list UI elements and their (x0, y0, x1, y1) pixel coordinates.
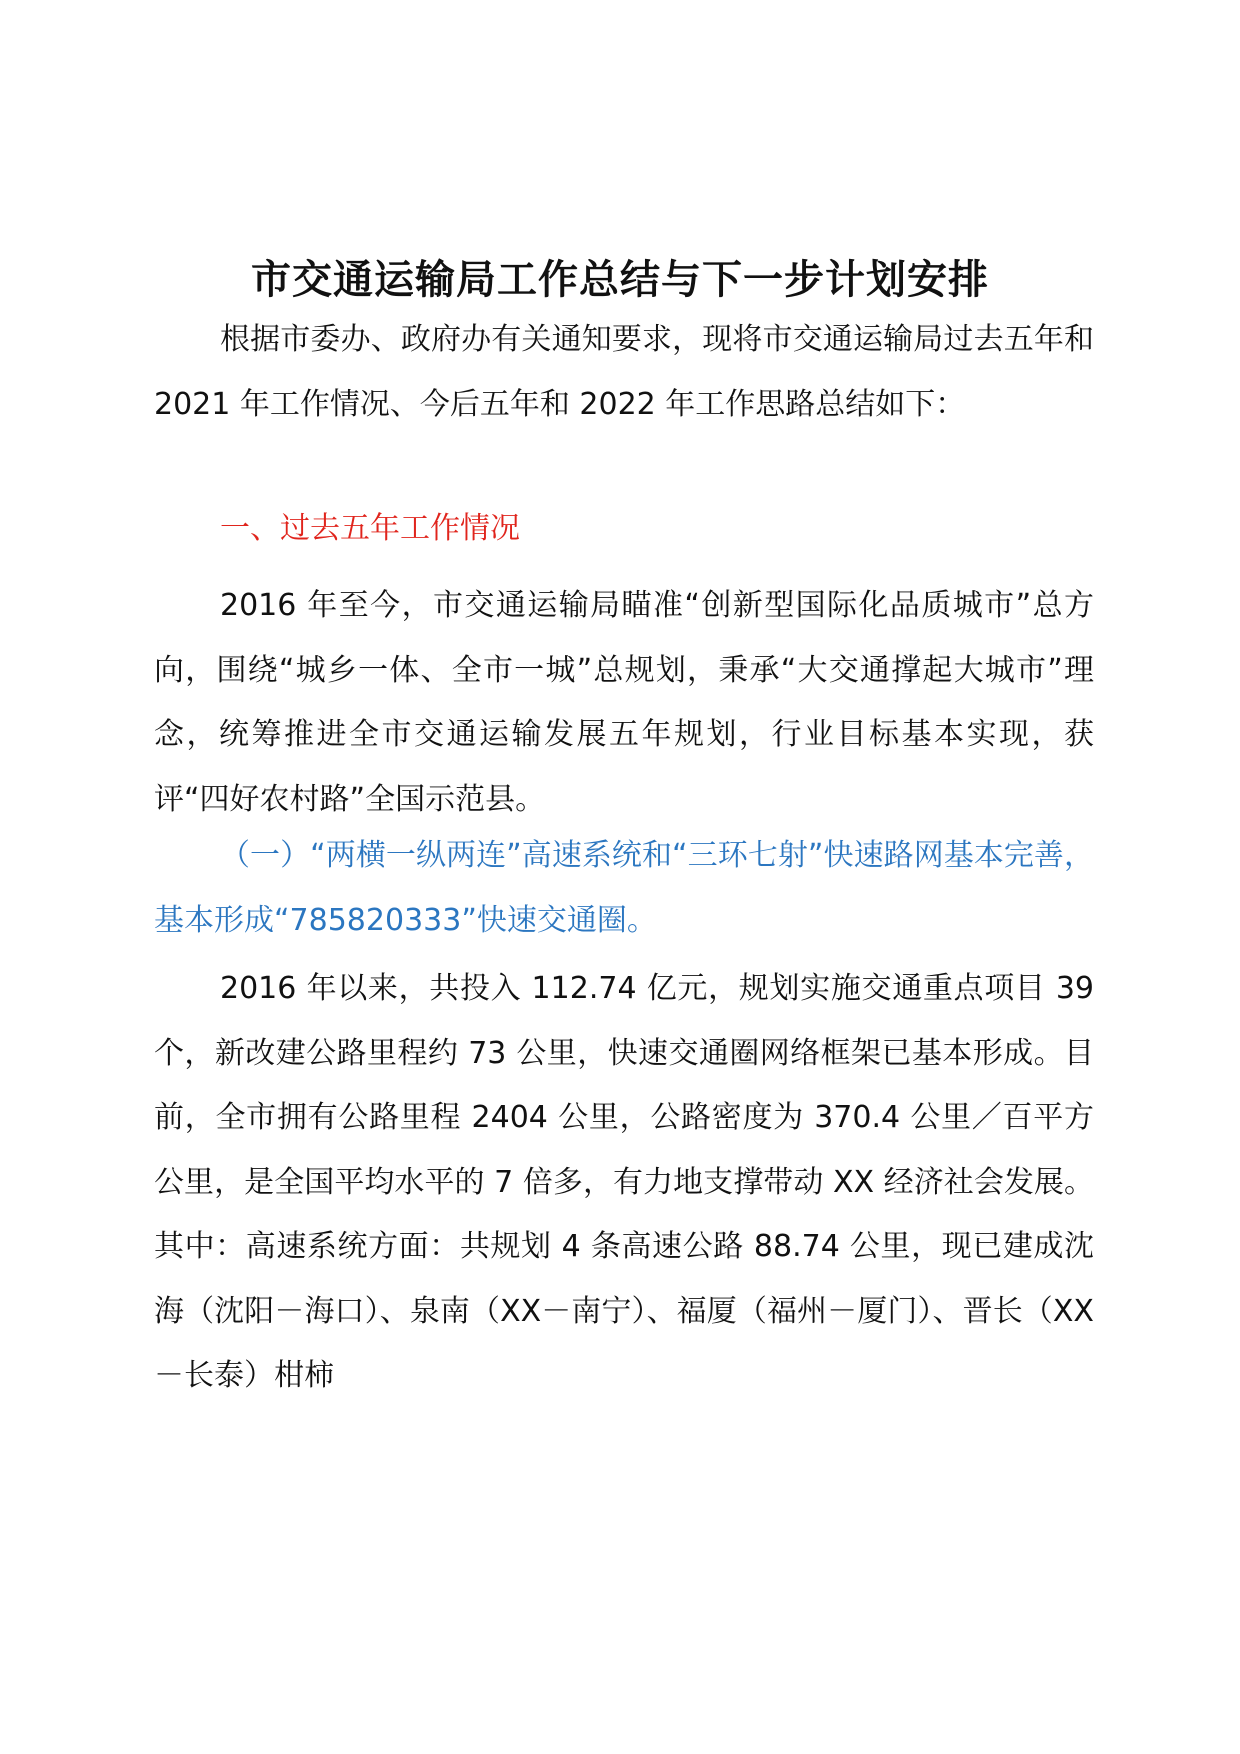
document-title: 市交通运输局工作总结与下一步计划安排 (251, 257, 989, 303)
intro-paragraph: 根据市委办、政府办有关通知要求，现将市交通运输局过去五年和 2021 年工作情况、今后五年和 2022 年工作思路总结如下： (154, 322, 1094, 422)
subsection1-paragraph: 2016 年以来，共投入 112.74 亿元，规划实施交通重点项目 39 个，新改建公路里程约 73 公里，快速交通圈网络框架已基本形成。目前，全市拥有公路里程 2404 公里，公路密度为 370.4 公里／百平方公里，是全国平均水平的 7 倍多，有力地支撑带动 XX 经济社会发展。其中：高速系统方面：共规划 4 条高速公路 88.74 公里，现已建成沈海（沈阳－海口）、泉南（XX－南宁）、福厦（福州－厦门）、晋长（XX－长泰）柑柿 (154, 971, 1094, 1393)
subsection-heading-1: （一）“两横一纵两连”高速系统和“三环七射”快速路网基本完善，基本形成“785820333”快速交通圈。 (154, 838, 1094, 938)
section-heading-1: 一、过去五年工作情况 (220, 511, 520, 546)
section1-paragraph: 2016 年至今，市交通运输局瞄准“创新型国际化品质城市”总方向，围绕“城乡一体、全市一城”总规划，秉承“大交通撑起大城市”理念，统筹推进全市交通运输发展五年规划，行业目标基本实现，获评“四好农村路”全国示范县。 (154, 588, 1094, 817)
